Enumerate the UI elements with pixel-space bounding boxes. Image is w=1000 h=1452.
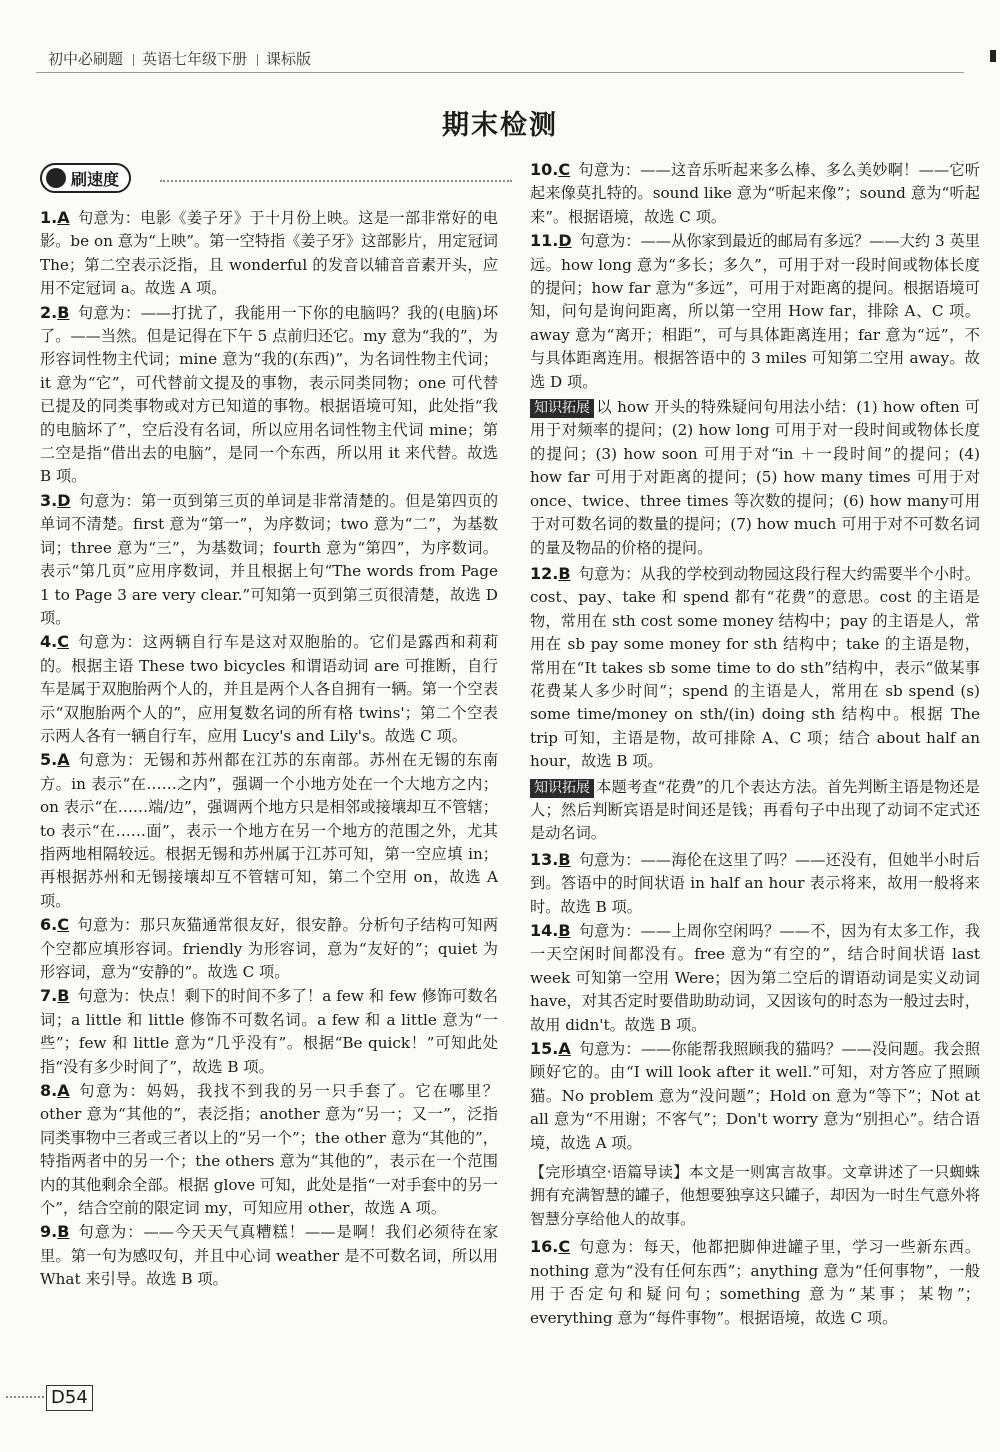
- speed-icon: [46, 168, 66, 188]
- question-number: 3.: [40, 490, 58, 510]
- header-rule: [36, 72, 964, 73]
- passage-guide: 【完形填空·语篇导读】本文是一则寓言故事。文章讲述了一只蜘蛛拥有充满智慧的罐子，他想要独享这只罐子，却因为一时生气意外将智慧分享给他人的故事。: [530, 1163, 981, 1228]
- question-number: 12.: [530, 563, 559, 583]
- question-number: 14.: [530, 921, 559, 940]
- answer-explanation: [530, 158, 980, 229]
- dotted-rule: [6, 1396, 44, 1398]
- explanation-text: 句意为：每天，他都把脚伸进罐子里，学习一些新东西。nothing 意为“没有任何东西”；anything 意为“任何事物”，一般用于否定句和疑问句；something 意为“某事；某物”；everything 意为“每件事物”。根据语境，故选 C 项。: [530, 1238, 980, 1327]
- page-number: D54: [46, 1385, 93, 1411]
- question-number: 11.: [530, 231, 559, 251]
- answer-explanation: [530, 1235, 980, 1330]
- explanation-text: 句意为：——打扰了，我能用一下你的电脑吗？我的(电脑)坏了。——当然。但是记得在下午 5 点前归还它。my 意为“我的”，为形容词性物主代词；mine 意为“我的(东西)”，为名词性物主代词；it 意为“它”，可代替前文提及的事物，表示同类同物；one 可代替已提及的同类事物或对方已知道的事物。根据语境可知，此处指“我的电脑坏了”，空后没有名词，所以应用名词性物主代词 mine；第二空是指“借出去的电脑”，是同一个东西，所以用 it 来代替。故选 B 项。: [40, 303, 498, 486]
- answer-explanation: [40, 1220, 498, 1291]
- question-number: 16.: [530, 1237, 559, 1257]
- question-number: 5.: [40, 750, 58, 770]
- answer-letter: C: [558, 160, 571, 179]
- answer-explanation: [40, 1079, 498, 1220]
- explanation-text: 句意为：从我的学校到动物园这段行程大约需要半个小时。cost、pay、take 和 spend 都有“花费”的意思。cost 的主语是物，常用在 sth cost some money 结构中；pay 的主语是人，常用在 sb pay some money for sth 结构中；take 的主语是物，常用在“It takes sb some time to do sth”结构中，表示“做某事花费某人多少时间”；spend 的主语是人，常用在 sb spend (s) some time/money on sth/(in) doing sth 结构中。根据 The trip 可知，主语是物，故可排除 A、C 项；结合 about half an hour，故选 B 项。: [530, 564, 980, 771]
- question-number: 15.: [530, 1039, 559, 1059]
- answer-letter: C: [57, 915, 69, 935]
- running-header: [48, 48, 321, 69]
- divider: [133, 54, 134, 66]
- answer-explanation: [530, 562, 980, 774]
- explanation-text: 句意为：快点！剩下的时间不多了！a few 和 few 修饰可数名词；a little 和 little 修饰不可数名词。a few 和 a little 意为“一些”；few 和 little 意为“几乎没有”。根据“Be quick！”可知此处指“没有多少时间了”，故选 B 项。: [40, 987, 498, 1076]
- extension-tag: 知识拓展: [530, 779, 594, 798]
- explanation-text: 句意为：——从你家到最近的邮局有多远？——大约 3 英里远。how long 意为“多长；多久”，可用于对一段时间或物体长度的提问；how far 意为“多远”，可用于对距离的提问。根据语境可知，问句是询问距离，所以第一空用 How far，排除 A、C 项。away 意为“离开；相距”，可与具体距离连用；far 意为“远”，不与具体距离连用。根据答语中的 3 miles 可知第二空用 away。故选 D 项。: [530, 232, 980, 391]
- answer-explanation: [530, 919, 980, 1037]
- explanation-text: 句意为：妈妈，我找不到我的另一只手套了。它在哪里？other 意为“其他的”，表泛指；another 意为“另一；又一”，泛指同类事物中三者或三者以上的“另一个”；the other 意为“其他的”，特指两者中的另一个；the others 意为“其他的”，表示在一个范围内的其他剩余全部。根据 glove 可知，此处是指“一对手套中的另一个”，结合空前的限定词 my，可知应用 other，故选 A 项。: [40, 1082, 498, 1218]
- answer-explanation: [40, 301, 498, 489]
- answer-explanation: [40, 630, 498, 748]
- question-number: 2.: [40, 302, 58, 322]
- explanation-text: 句意为：这两辆自行车是这对双胞胎的。它们是露西和莉莉的。根据主语 These two bicycles 和谓语动词 are 可推断，自行车是属于双胞胎两个人的，并且是两个人各自拥有一辆。第一个空表示“双胞胎两个人的”，应用复数名词的所有格 twins'；第二个空表示两人各有一辆自行车，应用 Lucy's and Lily's。故选 C 项。: [40, 633, 498, 745]
- question-number: 4.: [40, 632, 58, 652]
- question-number: 13.: [530, 849, 559, 869]
- question-number: 8.: [40, 1081, 58, 1101]
- section-badge: [40, 162, 131, 194]
- explanation-text: 句意为：——海伦在这里了吗？——还没有，但她半小时后到。答语中的时间状语 in half an hour 表示将来，故用一般将来时。故选 B 项。: [530, 850, 980, 916]
- question-number: 1.: [40, 208, 58, 227]
- explanation-text: 句意为：电影《姜子牙》于十月份上映。这是一部非常好的电影。be on 意为“上映”。第一空特指《姜子牙》这部影片，用定冠词 The；第二空表示泛指，且 wonderful 的发音以辅音音素开头，应用不定冠词 a。故选 A 项。: [40, 209, 498, 298]
- extension-text: 本题考查“花费”的几个表达方法。首先判断主语是物还是人；然后判断宾语是时间还是钱；再看句子中出现了动词不定式还是动名词。: [530, 777, 980, 843]
- edition-name: 课标版: [266, 50, 312, 68]
- answer-explanation: [40, 748, 498, 913]
- answer-letter: B: [57, 302, 70, 322]
- explanation-text: 句意为：——这音乐听起来多么棒、多么美妙啊！——它听起来像莫扎特的。sound like 意为“听起来像”；sound 意为“听起来”。根据语境，故选 C 项。: [530, 161, 980, 226]
- subject-name: 英语七年级下册: [142, 50, 248, 68]
- right-column: [530, 158, 980, 1330]
- explanation-text: 句意为：第一页到第三页的单词是非常清楚的。但是第四页的单词不清楚。first 意为“第一”，为序数词；two 意为“二”，为基数词；three 意为“三”，为基数词；fourth 意为“第四”，为序数词。表示“第几页”应用序数词，并且根据上句“The words from Page 1 to Page 3 are very clear.”可知第一页到第三页很清楚，故选 D 项。: [40, 491, 498, 627]
- answer-letter: A: [57, 750, 70, 770]
- divider: [257, 54, 258, 66]
- question-number: 9.: [40, 1222, 58, 1242]
- knowledge-extension: [530, 396, 980, 560]
- explanation-text: 句意为：无锡和苏州都在江苏的东南部。苏州在无锡的东南方。in 表示“在……之内”，强调一个小地方处在一个大地方之内；on 表示“在……端/边”，强调两个地方只是相邻或接壤却互不管辖；to 表示“在……面”，表示一个地方在另一个地方的范围之外，尤其指两地相隔较远。根据无锡和苏州属于江苏可知，第一空应填 in；再根据苏州和无锡接壤却互不管辖可知，第二个空用 on，故选 A 项。: [40, 751, 498, 910]
- extension-tag: 知识拓展: [530, 399, 594, 418]
- answer-explanation: [530, 1037, 980, 1155]
- left-column: [40, 206, 498, 1292]
- dotted-rule: [160, 180, 512, 182]
- answer-explanation: [530, 229, 980, 394]
- answer-letter: A: [57, 208, 70, 227]
- explanation-text: 句意为：——上周你空闲吗？——不，因为有太多工作，我一天空闲时间都没有。free 意为“有空的”，结合时间状语 last week 可知第一空用 Were；因为第二空后的谓语动词是实义动词 have，对其否定时要借助助动词，又因该句的时态为一般过去时，故用 didn't。故选 B 项。: [530, 922, 980, 1034]
- answer-letter: D: [558, 231, 572, 251]
- question-number: 6.: [40, 915, 58, 935]
- explanation-text: 句意为：那只灰猫通常很友好，很安静。分析句子结构可知两个空都应填形容词。friendly 为形容词，意为“友好的”；quiet 为形容词，意为“安静的”。故选 C 项。: [40, 916, 498, 981]
- answer-letter: B: [558, 849, 571, 869]
- explanation-text: 句意为：——你能帮我照顾我的猫吗？——没问题。我会照顾好它的。由“I will look after it well.”可知，对方答应了照顾猫。No problem 意为“没问题”；Hold on 意为“等下”；Not at all 意为“不用谢；不客气”；Don't worry 意为“别担心”。结合语境，故选 A 项。: [530, 1040, 980, 1152]
- question-number: 10.: [530, 160, 559, 179]
- answer-explanation: [40, 984, 498, 1079]
- question-number: 7.: [40, 986, 58, 1006]
- answer-letter: C: [558, 1237, 571, 1257]
- answer-letter: B: [57, 1222, 70, 1242]
- answer-letter: C: [57, 632, 69, 652]
- answer-letter: B: [558, 563, 571, 583]
- extension-text: 以 how 开头的特殊疑问句用法小结：(1) how often 可用于对频率的提问；(2) how long 可用于对一段时间或物体长度的提问；(3) how soon 可用于对“in ＋一段时间”的提问；(4) how far 可用于对距离的提问；(5) how many times 可用于对 once、twice、three times 等次数的提问；(6) how many可用于对可数名词的数量的提问；(7) how much 可用于对不可数名词的量及物品的价格的提问。: [530, 398, 980, 557]
- answer-letter: B: [57, 986, 70, 1006]
- answer-letter: B: [558, 921, 571, 940]
- explanation-text: 句意为：——今天天气真糟糕！——是啊！我们必须待在家里。第一句为感叹句，并且中心词 weather 是不可数名词，所以用 What 来引导。故选 B 项。: [40, 1223, 498, 1289]
- book-name: 初中必刷题: [48, 50, 124, 68]
- page-title: 期末检测: [442, 110, 558, 141]
- edge-mark: [990, 50, 996, 62]
- answer-letter: A: [57, 1081, 70, 1101]
- answer-letter: D: [57, 490, 71, 510]
- answer-explanation: [40, 489, 498, 630]
- section-badge-label: 刷速度: [71, 169, 120, 189]
- answer-letter: A: [558, 1039, 571, 1059]
- answer-explanation: [40, 206, 498, 301]
- answer-explanation: [530, 848, 980, 919]
- answer-explanation: [40, 913, 498, 984]
- knowledge-extension: [530, 776, 980, 846]
